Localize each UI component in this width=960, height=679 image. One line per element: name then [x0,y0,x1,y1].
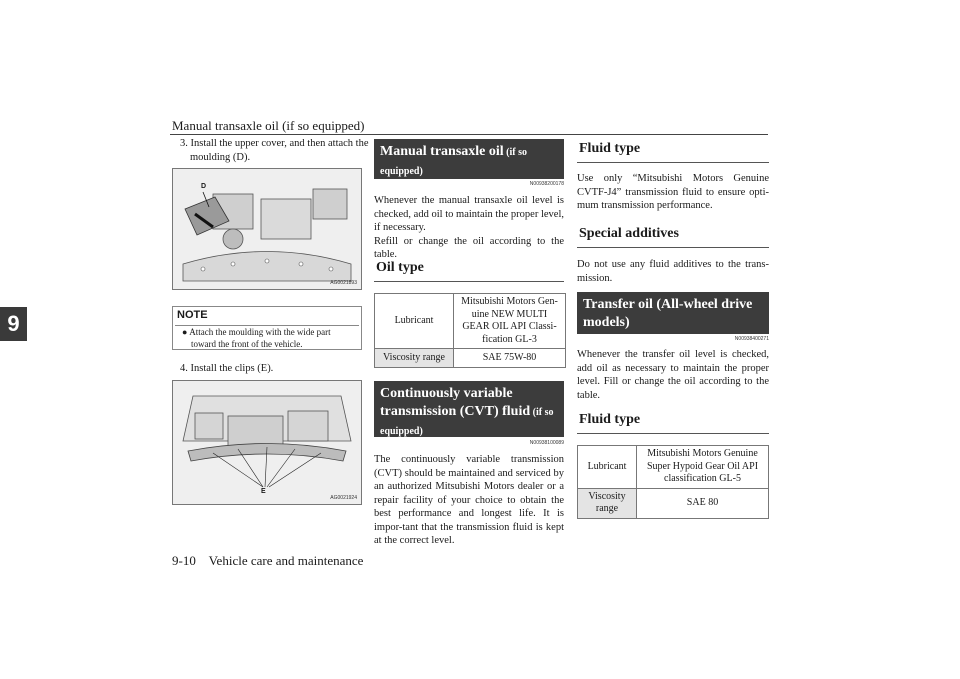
engine-bay-clips-illustration [173,381,361,504]
subheading-fluid-type: Fluid type [577,139,769,163]
step-4-text: 4. Install the clips (E). [180,363,274,374]
table-cell-label: Lubricant [375,294,454,349]
subheading-transfer-fluid-type: Fluid type [577,410,769,434]
table-cell-label: Lubricant [578,446,637,489]
table-cell-label: Viscosity range [578,488,637,518]
engine-figure-clips [172,380,362,505]
note-text [181,327,355,350]
table-row [375,294,566,349]
table-cell-label: Viscosity range [375,349,454,368]
engine-figure-upper-cover [172,168,362,290]
table-cell-value: SAE 80 [637,488,769,518]
section-heading-transfer-oil: Transfer oil (All-wheel drive models) [577,292,769,334]
step-3-text: 3. Install the upper cover, and then attach the moulding (D). [180,138,369,163]
bullet-icon: ● [182,327,190,337]
table-row [578,488,769,518]
table-cell-value: SAE 75W-80 [454,349,566,368]
section-heading-cvt-fluid [374,381,564,437]
page-number: 9-10 [172,553,196,568]
transfer-fluid-table [577,445,769,519]
figure-id: AG0021893 [330,280,357,286]
callout-e: E [261,488,266,495]
paragraph-manual-oil [374,194,564,262]
paragraph-fluid-type: Use only “Mitsubishi Motors Genuine CVTF-J4” transmission fluid to ensure opti-mum transmission performance. [577,173,769,211]
header-rule [170,134,768,135]
heading-main: Continuously variable transmission (CVT) fluid [380,386,531,419]
table-row [578,446,769,489]
subheading-oil-type: Oil type [374,258,564,282]
heading-qualifier: (if so equipped) [380,147,528,177]
oil-type-table [374,293,566,368]
heading-main: Manual transaxle oil [380,144,504,159]
table-row [375,349,566,368]
paragraph-transfer-oil: Whenever the transfer oil level is checked, add oil as necessary to maintain the proper level. Fill or change the oil according to the table. [577,349,769,401]
note-text-body: Attach the moulding with the wide part toward the front of the vehicle. [189,327,331,349]
section-code: N00938200178 [529,181,564,187]
chapter-tab: 9 [0,307,27,341]
figure-id: AG0021924 [330,495,357,501]
heading-qualifier: (if so equipped) [380,407,554,437]
paragraph-manual-oil-b: Refill or change the oil according to the table. [374,235,564,260]
paragraph-special-additives: Do not use any fluid additives to the trans-mission. [577,259,769,284]
note-divider [175,325,359,326]
footer-section: Vehicle care and maintenance [208,553,364,568]
section-code: N00938400271 [734,336,769,342]
paragraph-manual-oil-a: Whenever the manual transaxle oil level is checked, add oil to maintain the proper level, if necessary. [374,195,564,233]
table-cell-value: Mitsubishi Motors Genuine Super Hypoid Gear Oil API classification GL-5 [637,446,769,489]
section-heading-manual-transaxle-oil [374,139,564,179]
page-header-title: Manual transaxle oil (if so equipped) [172,118,365,133]
page-footer [172,553,363,569]
paragraph-cvt: The continuously variable transmission (CVT) should be maintained and serviced by an authorized Mitsubishi Motors dealer or a repair facility of your choice to obtain the best performance and longest life. It is impor-tant that the transmission fluid is kept at the correct level. [374,454,564,546]
note-box [172,306,362,350]
section-code: N00938100089 [529,440,564,446]
table-cell-value: Mitsubishi Motors Gen-uine NEW MULTI GEAR OIL API Classi-fication GL-3 [454,294,566,349]
subheading-special-additives: Special additives [577,224,769,248]
note-title: NOTE [177,309,208,321]
callout-d: D [201,183,207,190]
